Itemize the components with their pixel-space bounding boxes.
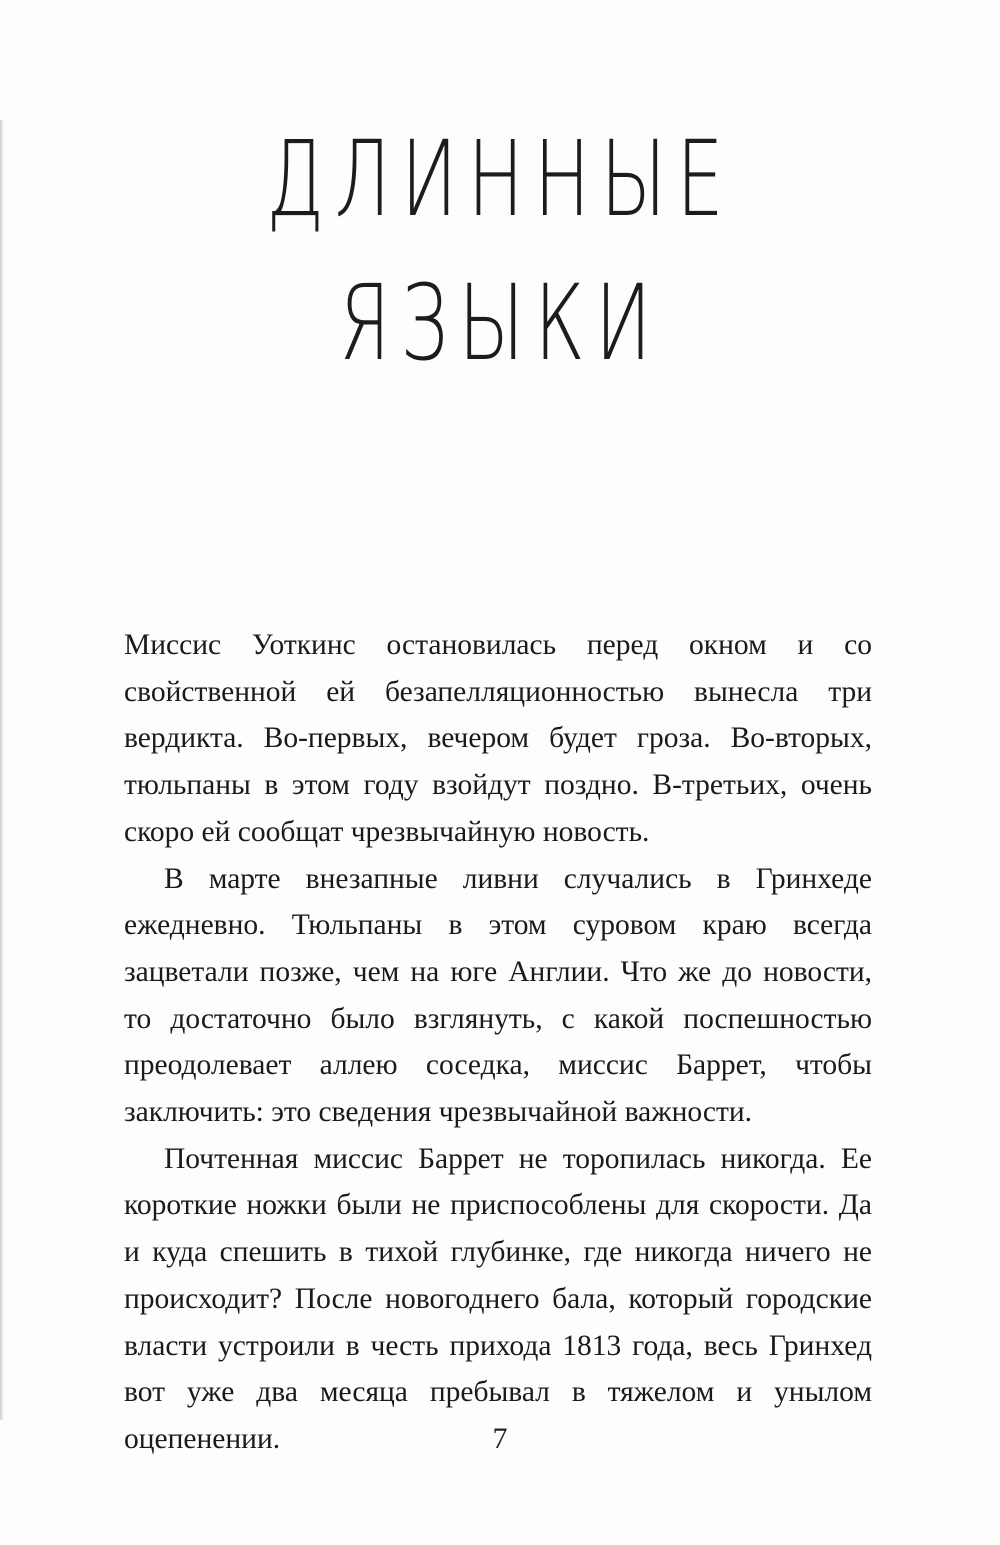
chapter-title-line-2: ЯЗЫКИ (338, 262, 662, 384)
chapter-title-line-1: ДЛИННЫЕ (266, 118, 734, 240)
paragraph-1: Миссис Уоткинс остановилась перед окном и со свойственной ей безапелляционностью вынесла три вердикта. Во-первых, вечером будет гроза. Во-вторых, тюльпаны в этом году взойдут поздно. В-третьих, очень скоро ей сообщат чрезвычайную новость. (124, 629, 872, 848)
page-number: 7 (492, 1422, 508, 1455)
page-edge-shadow (0, 120, 4, 1420)
chapter-body (124, 622, 872, 1463)
paragraph-3: Почтенная миссис Баррет не торопилась никогда. Ее короткие ножки были не приспособлены для скорости. Да и куда спешить в тихой глубинке, где никогда ничего не происходит? После новогоднего бала, который городские власти устроили в честь прихода 1813 года, весь Гринхед вот уже два месяца пребывал в тяжелом и унылом оцепенении. (124, 1142, 872, 1455)
paragraph-2: В марте внезапные ливни случались в Гринхеде ежедневно. Тюльпаны в этом суровом краю всегда зацветали позже, чем на юге Англии. Что же до новости, то достаточно было взглянуть, с какой поспешностью преодолевает аллею соседка, миссис Баррет, чтобы заключить: это сведения чрезвычайной важности. (124, 862, 872, 1129)
